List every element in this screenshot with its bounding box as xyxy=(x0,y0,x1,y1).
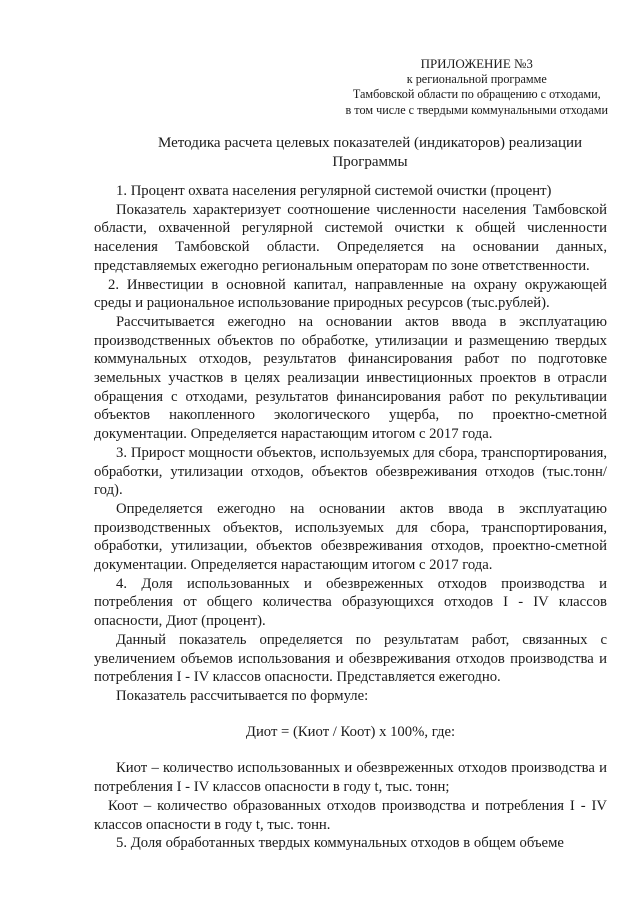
paragraph-2-heading: 2. Инвестиции в основной капитал, направленные на охрану окружающей среды и рациональное использование природных ресурсов (тыс.рублей). xyxy=(94,276,607,312)
paragraph: Рассчитывается ежегодно на основании актов ввода в эксплуатацию производственных объектов по обработке, утилизации и размещению твердых коммунальных отходов, результатов финансирования работ по подготовке земельных участков в целях реализации инвестиционных проектов в отрасли обращения с отходами, результатов финансирования работ по рекультивации объектов накопленного экологического ущерба, по проектно-сметной документации. Определяется нарастающим итогом с 2017 года. xyxy=(94,313,607,443)
appendix-title: ПРИЛОЖЕНИЕ №3 xyxy=(420,56,533,71)
document-title: Методика расчета целевых показателей (индикаторов) реализации Программы xyxy=(157,135,583,170)
paragraph: Данный показатель определяется по результатам работ, связанных с увеличением объемов использования и обезвреживания отходов производства и потребления I - IV классов опасности. Представляется ежегодно. xyxy=(94,631,607,686)
paragraph-3-heading: 3. Прирост мощности объектов, используемых для сбора, транспортирования, обработки, утилизации отходов, объектов обезвреживания отходов (тыс.тонн/год). xyxy=(94,444,607,499)
appendix-line: в том числе с твердыми коммунальными отходами xyxy=(345,102,608,117)
appendix-line: к региональной программе xyxy=(406,71,547,86)
paragraph-4-heading: 4. Доля использованных и обезвреженных отходов производства и потребления от общего количества образующихся отходов I - IV классов опасности, Диот (процент). xyxy=(94,575,607,630)
appendix-header xyxy=(346,56,609,118)
formula: Диот = (Киот / Коот) х 100%, где: xyxy=(245,723,456,740)
definition-kiot: Киот – количество использованных и обезвреженных отходов производства и потребления I - IV классов опасности в году t, тыс. тонн; xyxy=(94,760,607,796)
paragraph: Показатель характеризует соотношение численности населения Тамбовской области, охваченной регулярной системой очистки к общей численности населения Тамбовской области. Определяется на основании данных, представляемых ежегодно региональным операторам по зоне ответственности. xyxy=(94,201,607,274)
paragraph: Определяется ежегодно на основании актов ввода в эксплуатацию производственных объектов, используемых для сбора, транспортирования, обработки, утилизации, объектов обезвреживания отходов, проектно-сметной документации. Определяется нарастающим итогом с 2017 года. xyxy=(94,500,607,574)
appendix-line: Тамбовской области по обращению с отходами, xyxy=(352,87,601,101)
paragraph-5-heading: 5. Доля обработанных твердых коммунальных отходов в общем объеме xyxy=(116,835,564,852)
paragraph: Показатель рассчитывается по формуле: xyxy=(116,687,369,704)
document-body xyxy=(94,182,607,853)
definition-koot: Коот – количество образованных отходов производства и потребления I - IV классов опасности в году t, тыс. тонн. xyxy=(94,797,607,833)
paragraph-1-heading: 1. Процент охвата населения регулярной системой очистки (процент) xyxy=(116,183,552,199)
